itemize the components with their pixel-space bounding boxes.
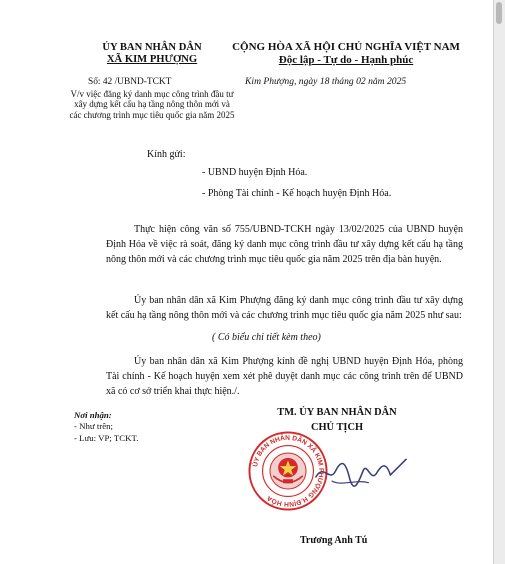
authority-line-1: ỦY BAN NHÂN DÂN bbox=[102, 42, 202, 53]
body-paragraph-1-text: Thực hiện công văn số 755/UBND-TCKH ngày 13/02/2025 của UBND huyện Định Hóa về việc rà soát, đăng ký danh mục công trình đầu tư xây dựng kết cấu hạ tầng nông thôn mới và các chương trình mục tiêu quốc gia năm 2025 trên địa bàn huyện. bbox=[106, 224, 463, 266]
recipient-item: - Phòng Tài chính - Kế hoạch huyện Định Hóa. bbox=[202, 188, 392, 199]
national-header bbox=[226, 41, 466, 67]
issuing-authority bbox=[68, 42, 236, 66]
distribution-item: - Như trên; bbox=[74, 421, 113, 432]
distribution-title: Nơi nhận: bbox=[74, 410, 112, 420]
scrollbar-thumb[interactable] bbox=[496, 2, 502, 24]
body-paragraph-1 bbox=[106, 222, 463, 268]
distribution-list bbox=[74, 410, 138, 444]
body-paragraph-3 bbox=[106, 354, 463, 400]
handwritten-signature bbox=[312, 453, 410, 493]
document-subject: V/v việc đăng ký danh mục công trình đầu tư xây dựng kết cấu hạ tầng nông thôn mới và các chương trình mục tiêu quốc gia năm 2025 bbox=[69, 89, 235, 120]
body-paragraph-2 bbox=[106, 293, 463, 323]
distribution-item: - Lưu: VP; TCKT. bbox=[74, 432, 139, 443]
national-emblem-icon bbox=[270, 453, 306, 489]
place-date: Kim Phượng, ngày 18 tháng 02 năm 2025 bbox=[245, 76, 407, 87]
seal-text: ỦY BAN NHÂN DÂN XÃ KIM PHƯỢNG H.ĐỊNH HÓA bbox=[252, 434, 325, 508]
national-motto: Độc lập - Tự do - Hạnh phúc bbox=[278, 54, 414, 66]
signature-line-1: TM. ỦY BAN NHÂN DÂN bbox=[277, 407, 397, 418]
document-number: Số: 42 /UBND-TCKT bbox=[88, 77, 172, 87]
body-paragraph-2-text: Ủy ban nhân dân xã Kim Phượng đăng ký danh mục công trình đầu tư xây dựng kết cấu hạ tầng nông thôn mới và các chương trình mục tiêu quốc gia năm 2025 như sau: bbox=[106, 295, 463, 322]
recipient-item: - UBND huyện Định Hóa. bbox=[202, 167, 308, 178]
signer-name: Trương Anh Tú bbox=[300, 535, 368, 546]
vertical-scrollbar[interactable] bbox=[494, 0, 505, 564]
attachment-note: ( Có biểu chi tiết kèm theo) bbox=[212, 332, 321, 343]
recipients-label: Kính gửi: bbox=[147, 149, 186, 160]
authority-line-2: XÃ KIM PHƯỢNG bbox=[106, 54, 198, 65]
signature-line-2: CHỦ TỊCH bbox=[310, 422, 364, 433]
national-title: CỘNG HÒA XÃ HỘI CHỦ NGHĨA VIỆT NAM bbox=[232, 41, 460, 53]
body-paragraph-3-text: Ủy ban nhân dân xã Kim Phượng kính đề nghị UBND huyện Định Hóa, phòng Tài chính - Kế hoạch huyện xem xét phê duyệt danh mục các công trình trên để UBND xã có cơ sở triển khai thực hiện./. bbox=[106, 356, 463, 398]
